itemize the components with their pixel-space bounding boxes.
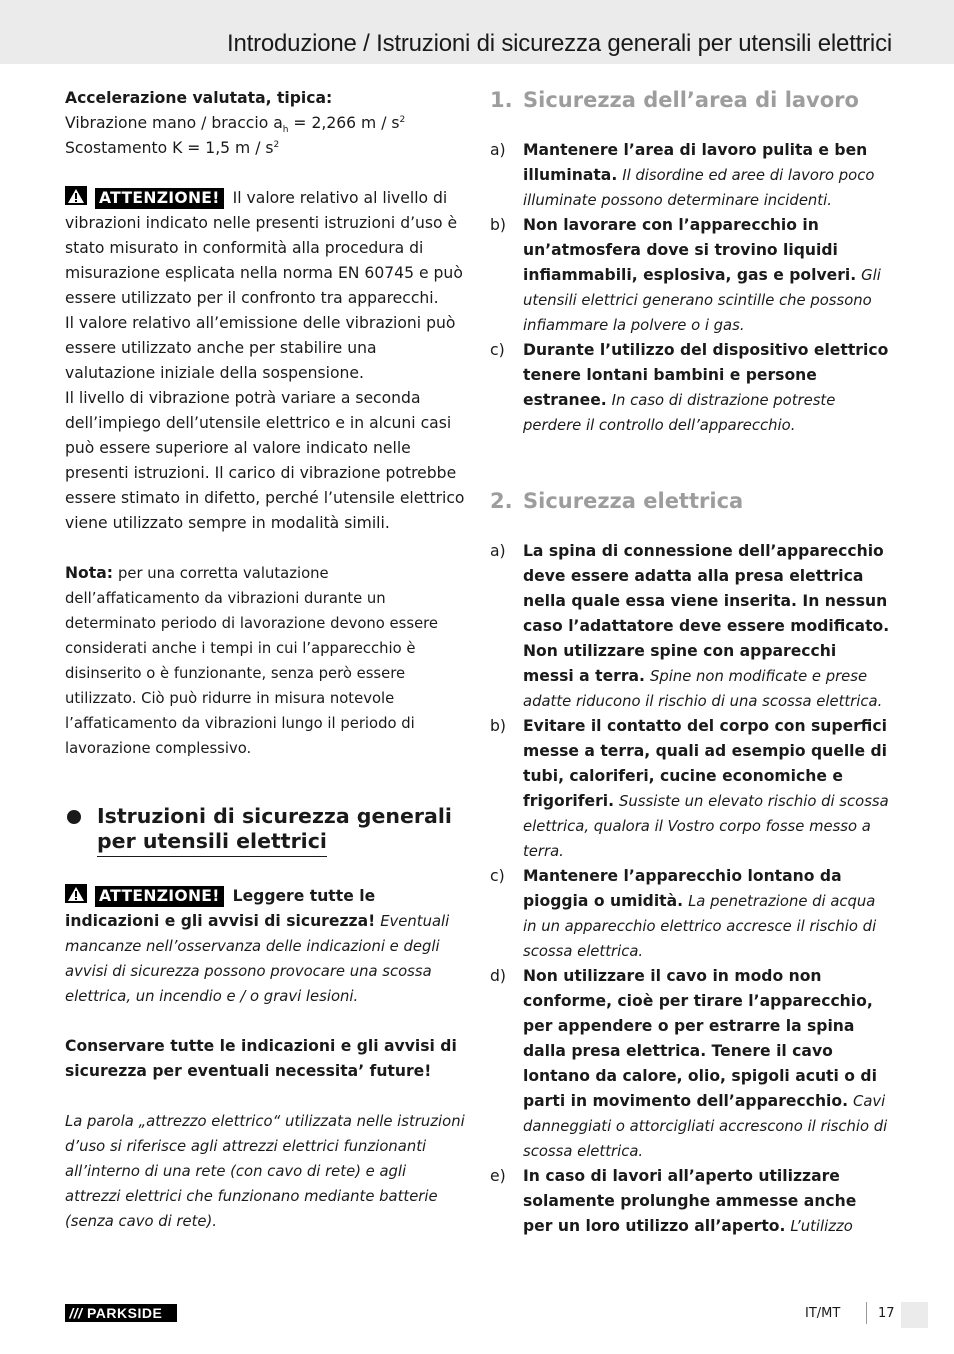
warning-paragraph-2: Il valore relativo all’emissione delle vibrazioni può essere utilizzato anche per stabilire una valutazione iniziale della sospensione.: [65, 314, 456, 382]
left-column: [65, 86, 465, 1234]
vibration-line: Vibrazione mano / braccio $a_h = 2,266$ m / $s^2$: [65, 114, 406, 136]
section-1-list: [490, 138, 890, 438]
list-item: d) Non utilizzare il cavo in modo non conforme, cioè per tirare l’apparecchio, per appendere o per estrarre la spina dalla presa elettrica. Tenere il cavo lontano da calore, olio, spigoli acuti o di parti in movimento dell’apparecchio. Cavi danneggiati o attorcigliati accrescono il rischio di scossa elettrica.: [490, 967, 888, 1160]
section-heading-2: 2. Sicurezza elettrica: [490, 489, 744, 513]
scostamento-line: Scostamento K = 1,5 m / $s^2$: [65, 139, 280, 157]
warning-paragraph-3: Il livello di vibrazione potrà variare a seconda dell’impiego dell’utensile elettrico e in alcuni casi può essere superiore al valore indicato nelle presenti istruzioni. Il carico di vibrazione potrebbe essere stimato in difetto, perché l’utensile elettrico viene utilizzato sempre in modalità simili.: [65, 389, 465, 532]
language-code: IT/MT: [805, 1306, 841, 1321]
footer-tab-marker: [901, 1302, 928, 1328]
footer-divider: [866, 1302, 867, 1324]
header-bar: [0, 0, 954, 64]
accel-label: Accelerazione valutata, tipica:: [65, 89, 333, 107]
warning-triangle-icon: [65, 186, 87, 205]
warning-label: ATTENZIONE!: [95, 886, 224, 907]
warning-paragraph-1: ATTENZIONE! Il valore relativo al livello di vibrazioni indicato nelle presenti istruzioni d’uso è stato misurato in conformità alla procedura di misurazione esplicata nella norma EN 60745 e può essere utilizzato per il confronto tra apparecchi.: [65, 186, 465, 311]
section-heading-general-safety: Istruzioni di sicurezza generali per utensili elettrici: [65, 804, 465, 857]
warning-label: ATTENZIONE!: [95, 188, 224, 209]
list-item: a) La spina di connessione dell’apparecchio deve essere adatta alla presa elettrica nella quale essa viene inserita. In nessun caso l’adattatore deve essere modificato. Non utilizzare spine con apparecchi messi a terra. Spine non modificate e prese adatte riducono il rischio di una scossa elettrica.: [490, 542, 890, 710]
section-2-list: [490, 539, 890, 1239]
section-heading-1: 1. Sicurezza dell’area di lavoro: [490, 88, 859, 112]
warning-triangle-icon: [65, 884, 87, 903]
nota-paragraph: Nota: per una corretta valutazione dell’affaticamento da vibrazioni durante un determinato periodo di lavorazione devono essere considerati anche i tempi in cui l’apparecchio è disinserito o è funzionante, senza però essere utilizzato. Ciò può ridurre in misura notevole l’affaticamento da vibrazioni lungo il periodo di lavorazione complessivo.: [65, 564, 439, 757]
parkside-logo: /// PARKSIDE: [65, 1304, 177, 1322]
warning-paragraph-read: ATTENZIONE! Leggere tutte le indicazioni e gli avvisi di sicurezza! Eventuali mancanze nell’osservanza delle indicazioni e degli avvisi di sicurezza possono provocare una scossa elettrica, un incendio e / o gravi lesioni.: [65, 884, 465, 1009]
conserve-paragraph: Conservare tutte le indicazioni e gli avvisi di sicurezza per eventuali necessita’ future!: [65, 1037, 457, 1080]
list-item: e) In caso di lavori all’aperto utilizzare solamente prolunghe ammesse anche per un loro utilizzo all’aperto. L’utilizzo: [490, 1167, 857, 1235]
page-number: 17: [878, 1306, 895, 1321]
right-column: [490, 86, 890, 1239]
list-item: b) Non lavorare con l’apparecchio in un’atmosfera dove si trovino liquidi infiammabili, esplosiva, gas e polveri. Gli utensili elettrici generano scintille che possono infiammare la polvere o i gas.: [490, 216, 881, 334]
list-item: c) Mantenere l’apparecchio lontano da pioggia o umidità. La penetrazione di acqua in un apparecchio elettrico accresce il rischio di scossa elettrica.: [490, 867, 877, 960]
list-item: c) Durante l’utilizzo del dispositivo elettrico tenere lontani bambini e persone estranee. In caso di distrazione potreste perdere il controllo dell’apparecchio.: [490, 341, 889, 434]
page-title: Introduzione / Istruzioni di sicurezza generali per utensili elettrici: [227, 30, 892, 57]
list-item: b) Evitare il contatto del corpo con superfici messe a terra, quali ad esempio quelle di tubi, caloriferi, cucine economiche e frigoriferi. Sussiste un elevato rischio di scossa elettrica, qualora il Vostro corpo fosse messo a terra.: [490, 717, 889, 860]
list-item: a) Mantenere l’area di lavoro pulita e ben illuminata. Il disordine ed aree di lavoro poco illuminate possono determinare incidenti.: [490, 141, 875, 209]
parola-paragraph: La parola „attrezzo elettrico“ utilizzata nelle istruzioni d’uso si riferisce agli attrezzi elettrici funzionanti all’interno di una rete (con cavo di rete) e agli attrezzi elettrici che funzionano mediante batterie (senza cavo di rete).: [65, 1113, 465, 1230]
nota-label: Nota:: [65, 564, 113, 582]
bullet-icon: [67, 810, 81, 824]
